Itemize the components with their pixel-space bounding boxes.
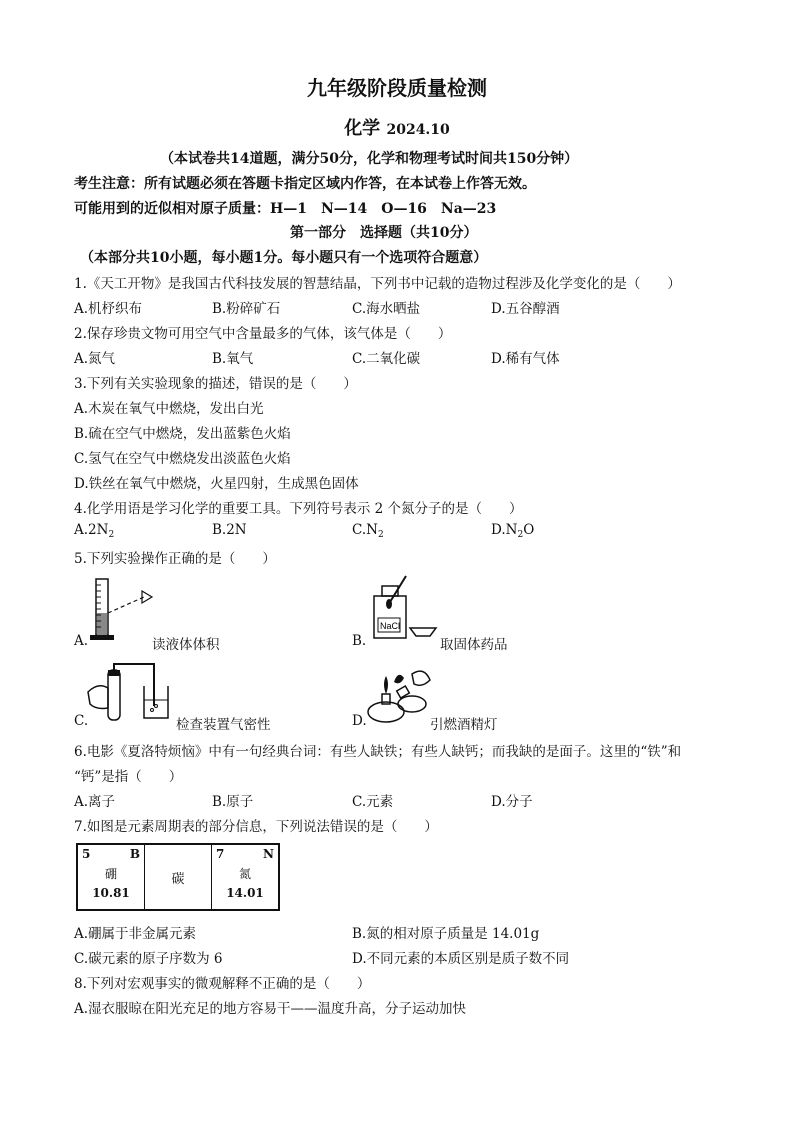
q2-option-c: C.二氧化碳 — [352, 351, 421, 367]
exam-title: 九年级阶段质量检测 — [307, 76, 487, 100]
q2-stem: 2.保存珍贵文物可用空气中含量最多的气体，该气体是（ ） — [74, 326, 452, 342]
boron-number: 5 — [82, 847, 91, 861]
q7-option-a: A.硼属于非金属元素 — [74, 926, 197, 942]
q4-d-text: D.N — [491, 522, 518, 538]
q5-option-b-label: B. — [352, 633, 367, 649]
q4-option-d — [491, 522, 534, 540]
q6-stem-line2: “钙”是指（ ） — [74, 769, 183, 785]
q1-option-c: C.海水晒盐 — [352, 301, 421, 317]
atomic-mass-line: 可能用到的近似相对原子质量：H—1 N—14 O—16 Na—23 — [74, 201, 497, 217]
exam-note: （本试卷共14道题，满分50分，化学和物理考试时间共150分钟） — [160, 151, 579, 167]
q7-option-d: D.不同元素的本质区别是质子数不同 — [352, 951, 570, 967]
q4-a-text: A.2N — [74, 522, 109, 538]
boron-mass: 10.81 — [92, 886, 130, 900]
periodic-table-fragment — [76, 843, 280, 911]
q3-stem: 3.下列有关实验现象的描述，错误的是（ ） — [74, 376, 357, 392]
q4-option-a — [74, 522, 114, 540]
q7-stem: 7.如图是元素周期表的部分信息，下列说法错误的是（ ） — [74, 819, 438, 835]
q7-option-c: C.碳元素的原子序数为 6 — [74, 951, 223, 967]
q1-option-d: D.五谷醇酒 — [491, 301, 560, 317]
q4-stem: 4.化学用语是学习化学的重要工具。下列符号表示 2 个氮分子的是（ ） — [74, 501, 523, 517]
nitrogen-symbol: N — [263, 847, 274, 861]
section-desc: （本部分共10小题，每小题1分。每小题只有一个选项符合题意） — [80, 250, 488, 266]
subject-line — [0, 114, 794, 140]
q5-option-a-label: A. — [74, 633, 89, 649]
q3-option-c: C.氢气在空气中燃烧发出淡蓝色火焰 — [74, 451, 291, 467]
q6-option-c: C.元素 — [352, 794, 394, 810]
q4-d-tail: O — [523, 522, 535, 538]
q8-option-a: A.湿衣服晾在阳光充足的地方容易干——温度升高，分子运动加快 — [74, 1001, 467, 1017]
graduated-cylinder-figure — [86, 575, 156, 645]
nitrogen-name: 氮 — [238, 867, 251, 881]
subject: 化学 — [344, 118, 381, 139]
exam-notice: 考生注意：所有试题必须在答题卡指定区域内作答，在本试卷上作答无效。 — [74, 176, 536, 192]
q5-option-c-label: C. — [74, 713, 89, 729]
q4-d-subscript: 2 — [517, 530, 524, 540]
q4-c-subscript: 2 — [377, 530, 384, 540]
q6-option-d: D.分子 — [491, 794, 533, 810]
q6-option-a: A.离子 — [74, 794, 116, 810]
q8-stem: 8.下列对宏观事实的微观解释不正确的是（ ） — [74, 976, 371, 992]
q4-option-c — [352, 522, 384, 540]
q5-option-d-text: 引燃酒精灯 — [430, 717, 498, 733]
boron-symbol: B — [129, 847, 140, 861]
carbon-name: 碳 — [171, 871, 185, 887]
nitrogen-number: 7 — [216, 847, 225, 861]
q1-option-b: B.粉碎矿石 — [212, 301, 281, 317]
q5-option-d-label: D. — [352, 713, 367, 729]
q5-stem: 5.下列实验操作正确的是（ ） — [74, 551, 276, 567]
airtightness-setup-figure — [86, 656, 178, 726]
bottle-label: NaCl — [380, 621, 401, 631]
section-title: 第一部分 选择题（共10分） — [290, 225, 478, 241]
q1-stem: 1.《天工开物》是我国古代科技发展的智慧结晶，下列书中记载的造物过程涉及化学变化的是（ ） — [74, 276, 681, 292]
nitrogen-mass: 14.01 — [226, 886, 264, 900]
q6-option-b: B.原子 — [212, 794, 254, 810]
element-cell-nitrogen — [212, 844, 280, 910]
q2-option-b: B.氧气 — [212, 351, 254, 367]
q6-stem-line1: 6.电影《夏洛特烦恼》中有一句经典台词：有些人缺铁；有些人缺钙；而我缺的是面子。这里的“铁”和 — [74, 744, 682, 760]
exam-date: 2024.10 — [386, 122, 450, 138]
q7-option-b: B.氮的相对原子质量是 14.01g — [352, 926, 540, 942]
q2-option-a: A.氮气 — [74, 351, 116, 367]
q5-option-c-text: 检查装置气密性 — [176, 717, 271, 733]
q1-option-a: A.机杼织布 — [74, 301, 143, 317]
q4-option-b: B.2N — [212, 522, 247, 538]
q2-option-d: D.稀有气体 — [491, 351, 560, 367]
q5-option-a-text: 读液体体积 — [152, 637, 220, 653]
q4-c-text: C.N — [352, 522, 378, 538]
element-cell-carbon — [145, 844, 212, 910]
q5-option-b-text: 取固体药品 — [440, 637, 508, 653]
q3-option-d: D.铁丝在氧气中燃烧，火星四射，生成黑色固体 — [74, 476, 359, 492]
q4-a-subscript: 2 — [108, 530, 115, 540]
alcohol-lamp-figure — [364, 658, 434, 726]
q3-option-a: A.木炭在氧气中燃烧，发出白光 — [74, 401, 264, 417]
element-cell-boron — [77, 844, 145, 910]
reagent-bottle-figure — [368, 572, 440, 644]
q3-option-b: B.硫在空气中燃烧，发出蓝紫色火焰 — [74, 426, 291, 442]
boron-name: 硼 — [104, 867, 117, 881]
